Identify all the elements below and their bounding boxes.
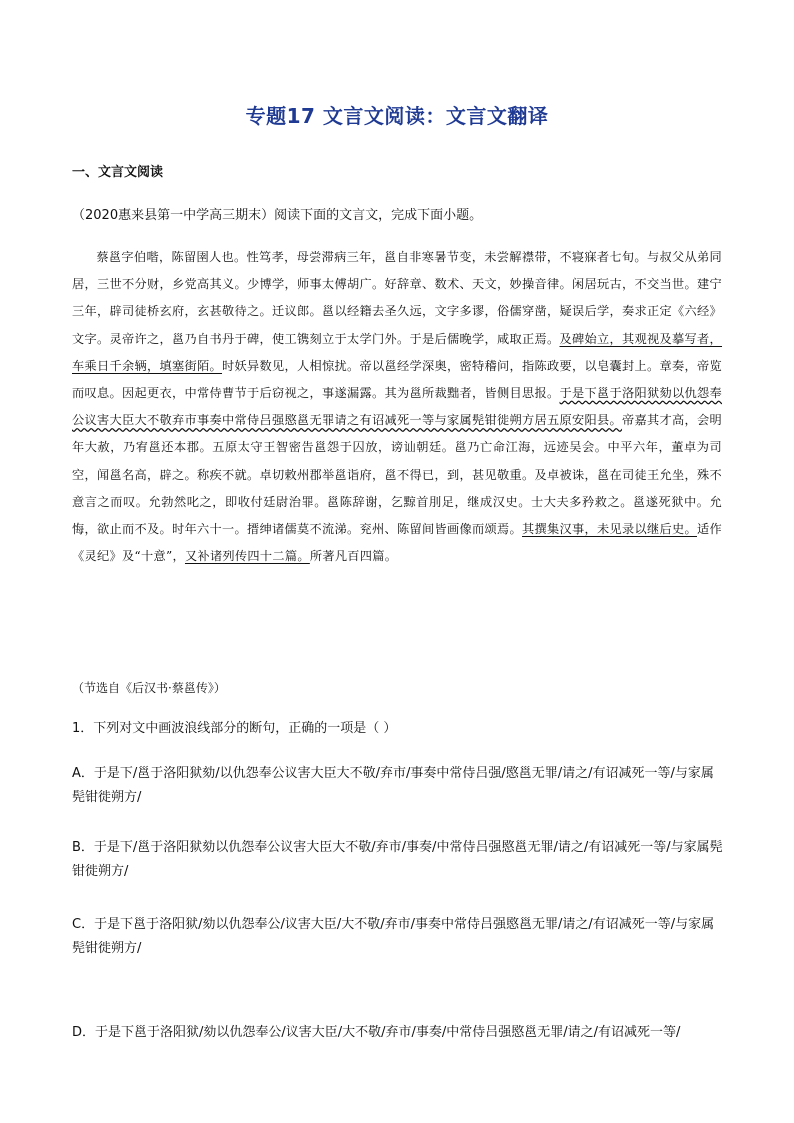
underlined-sentence: 又补诸列传四十二篇。 <box>184 549 310 564</box>
underlined-sentence: 及碑始立，其观视及摹写者，车乘日千余辆，填塞街陌。 <box>72 331 723 373</box>
passage-text: 适作《灵纪》及“十意”， <box>72 522 722 564</box>
passage-text: 帝嘉其才高，会明年大赦，乃宥邕还本郡。五原太守王智密告邕怨于囚放，谤讪朝廷。邕乃亡命江海，远迹吴会。中平六年，董卓为司空，闻邕名高，辟之。称疾不就。卓切敕州郡举邕诣府，邕不得已，到，甚见敬重。及卓被诛，邕在司徒王允坐，殊不意言之而叹。允勃然叱之，即收付廷尉治罪。邕陈辞谢，乞黥首刖足，继成汉史。士大夫多矜救之。邕遂死狱中。允悔，欲止而不及。时年六十一。搢绅诸儒莫不流涕。兖州、陈留间皆画像而颂焉。 <box>72 413 723 537</box>
section-heading: 一、文言文阅读 <box>72 165 164 180</box>
page-title: 专题17 文言文阅读：文言文翻译 <box>245 104 549 128</box>
classical-passage <box>72 244 722 570</box>
option-b[interactable]: B．于是下/邕于洛阳狱劾以仇怨奉公议害大臣大不敬/弃市/事奏/中常侍吕强愍邕无罪/请之/有诏减死一等/与家属髡钳徙朔方/ <box>72 840 723 879</box>
passage-text: 蔡邕字伯喈，陈留圉人也。性笃孝，母尝滞病三年，邕自非寒暑节变，未尝解襟带，不寝寐者七旬。与叔父从弟同居，三世不分财，乡党高其义。少博学，师事太傅胡广。好辞章、数术、天文，妙操音律。闲居玩古，不交当世。建宁三年，辟司徒桥玄府，玄甚敬待之。迁议郎。邕以经籍去圣久远，文字多谬，俗儒穿凿，疑误后学，奏求正定《六经》文字。灵帝许之，邕乃自书丹于碑，使工镌刻立于太学门外。于是后儒晚学，咸取正焉。 <box>72 250 722 346</box>
intro-text: （2020惠来县第一中学高三期末）阅读下面的文言文，完成下面小题。 <box>72 208 483 223</box>
passage-text: 所著凡百四篇。 <box>309 549 398 564</box>
source-note: （节选自《后汉书·蔡邕传》） <box>72 681 226 695</box>
option-d[interactable]: D．于是下邕于洛阳狱/劾以仇怨奉公/议害大臣/大不敬/弃市/事奏/中常侍吕强愍邕无罪/请之/有诏减死一等/ <box>72 1025 681 1040</box>
option-a[interactable]: A．于是下/邕于洛阳狱劾/以仇怨奉公议害大臣大不敬/弃市/事奏中常侍吕强/愍邕无罪/请之/有诏减死一等/与家属髡钳徙朔方/ <box>72 766 714 805</box>
passage-text: 时妖异数见，人相惊扰。帝以邕经学深奥，密特稽问，指陈政要，以皂囊封上。章奏，帝览而叹息。因起更衣，中常侍曹节于后窃视之，事遂漏露。其为邕所裁黜者，皆侧目思报。 <box>72 358 723 401</box>
wavy-underlined-sentence: 于是下邕于洛阳狱劾以仇怨奉公议害大臣大不敬弃市事奏中常侍吕强愍邕无罪请之有诏减死一等与家属髡钳徙朔方居五原安阳县。 <box>72 386 723 428</box>
option-c[interactable]: C．于是下邕于洛阳狱/劾以仇怨奉公/议害大臣/大不敬/弃市/事奏中常侍吕强愍邕无罪/请之/有诏减死一等/与家属髡钳徙朔方/ <box>72 917 715 956</box>
underlined-sentence: 其撰集汉事，未见录以继后史。 <box>522 522 697 537</box>
question-stem: 1．下列对文中画波浪线部分的断句，正确的一项是（ ） <box>72 721 397 736</box>
